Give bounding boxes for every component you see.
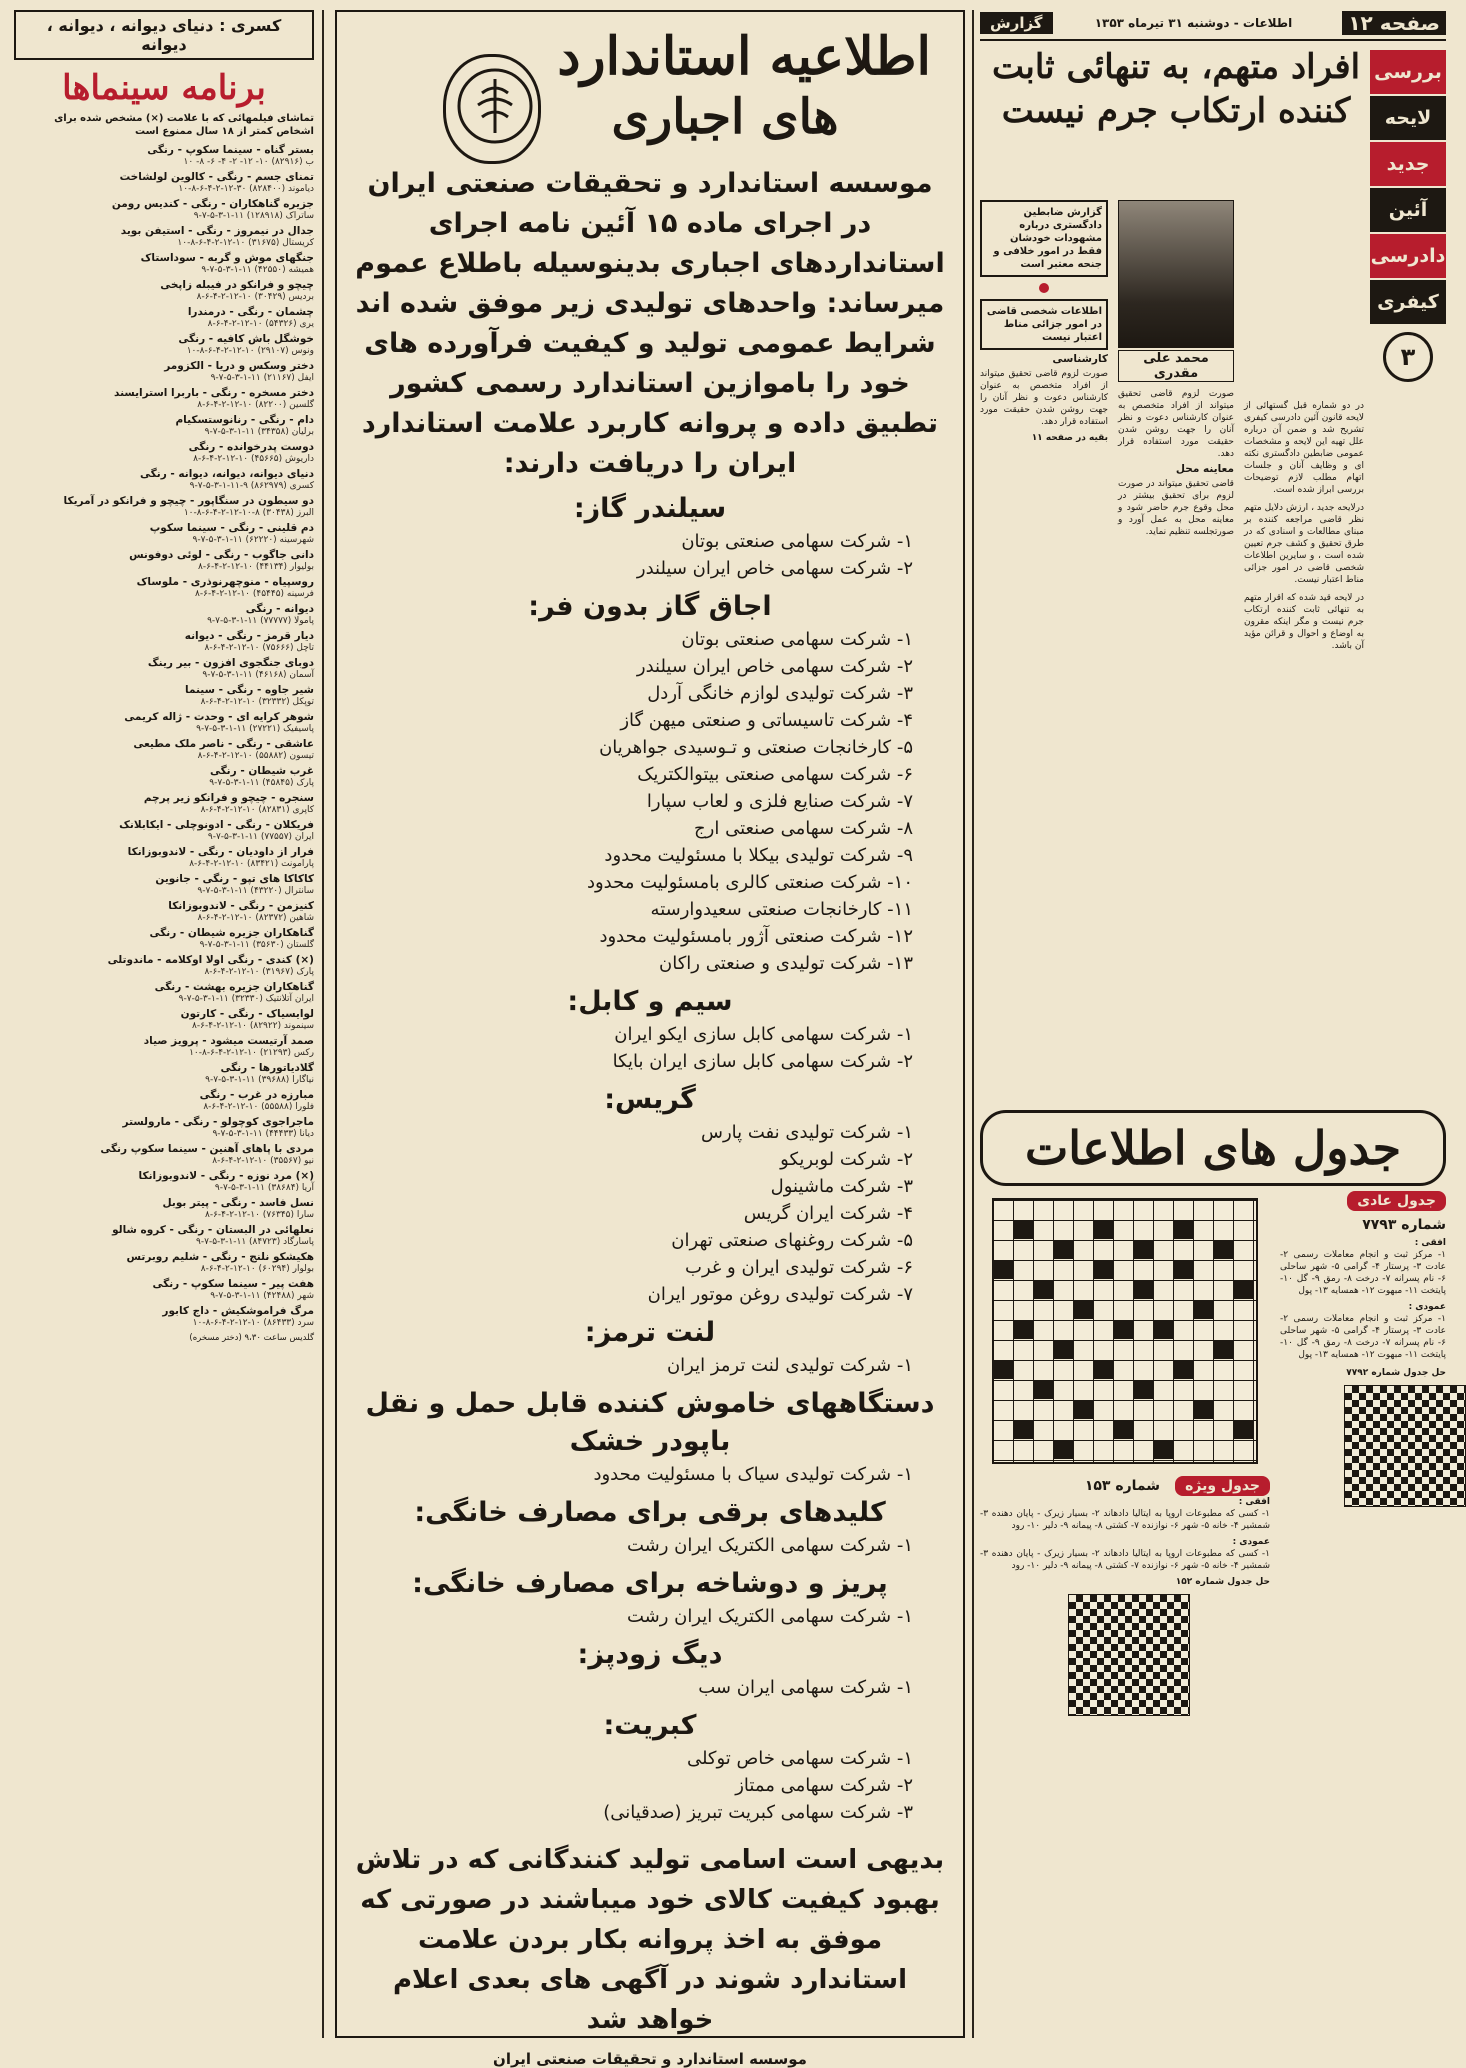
down-label: عمودی : <box>1232 1537 1270 1547</box>
movie-schedule: شهرسینه (۶۲۲۲۰) ۱۱-۱-۳-۵-۷-۹ <box>192 535 314 545</box>
movie-title: (×) مرد نوزه - رنگی - لاندوبوزانکا <box>138 1170 314 1182</box>
company-item: ۲- شرکت سهامی خاص ایران سیلندر <box>636 558 913 579</box>
movie-title: دیار قرمز - رنگی - دیوانه <box>184 630 314 642</box>
movie-schedule: ساتراک (۱۲۸۹۱۸) ۱۱-۱-۳-۵-۷-۹ <box>193 211 314 221</box>
category-heading: دیگ زودپز: <box>577 1639 723 1670</box>
crossword-black-cell <box>1014 1320 1033 1339</box>
series-number: ۳ <box>1383 332 1433 382</box>
movie-title: جدال در نیمروز - رنگی - استیفن بوید <box>120 225 314 237</box>
tag: دادرسی <box>1370 234 1446 278</box>
body-paragraph: صورت لزوم قاضی تحقیق میتواند از افراد متخصص به عنوان کارشناس دعوت و نظر آنان را جهت روشن شدن حقیقت مورد استفاده قرار دهد. <box>1118 389 1234 459</box>
report-body <box>980 200 1446 1100</box>
movie-item <box>14 441 314 465</box>
movie-item <box>14 630 314 654</box>
special-clues-down: ۱- کسی که مطبوعات اروپا به ایتالیا دادهاند ۲- بسیار زیرک - پایان دهنده ۳- شمشیر ۴- خانه ۵- شهر ۶- نوازنده ۷- کشتی ۸- پیمانه ۹- دلیر ۱۰- رود <box>980 1549 1270 1571</box>
photo-block <box>1118 200 1234 538</box>
movie-title: دوست پدرخوانده - رنگی <box>188 441 314 453</box>
company-item: ۱- شرکت تولیدی لنت ترمز ایران <box>666 1355 913 1376</box>
movie-item <box>14 1143 314 1167</box>
company-item: ۹- شرکت تولیدی بیکلا با مسئولیت محدود <box>604 845 913 866</box>
movie-schedule: سرد (۸۶۴۳۳) ۱۰-۱۲-۲-۴-۶-۸-۱۰ <box>192 1318 314 1328</box>
company-item: ۷- شرکت صنایع فلزی و لعاب سپارا <box>646 791 913 812</box>
movie-item <box>14 360 314 384</box>
movie-item <box>14 927 314 951</box>
movie-schedule: پاسیفیک (۲۷۲۲۱) ۱۱-۱-۳-۵-۷-۹ <box>196 724 314 734</box>
down-label: عمودی : <box>1408 1302 1446 1312</box>
across-label: افقی : <box>1414 1238 1446 1248</box>
regular-crossword-badge: جدول عادی <box>1347 1191 1446 1211</box>
crossword-black-cell <box>1134 1240 1153 1259</box>
company-item: ۶- شرکت سهامی صنعتی بیتوالکتریک <box>637 764 913 785</box>
movie-item <box>14 495 314 519</box>
movie-item <box>14 144 314 168</box>
crossword-black-cell <box>1174 1220 1193 1239</box>
continued-note: بقیه در صفحه ۱۱ <box>1031 433 1108 443</box>
tag: آئین <box>1370 188 1446 232</box>
movie-item <box>14 522 314 546</box>
company-item: ۱۱- کارخانجات صنعتی سعیدوارسته <box>650 899 913 920</box>
cinema-footer-note: گلدیس ساعت ۹،۳۰ (دختر مسخره) <box>189 1333 314 1343</box>
movie-item <box>14 306 314 330</box>
movie-item <box>14 873 314 897</box>
movie-schedule: آسمان (۴۶۱۶۸) ۱۱-۱-۳-۵-۷-۹ <box>202 670 314 680</box>
movie-item <box>14 576 314 600</box>
company-item: ۱۲- شرکت صنعتی آژور بامسئولیت محدود <box>599 926 913 947</box>
movie-item <box>14 279 314 303</box>
movie-item <box>14 1170 314 1194</box>
company-item: ۱- شرکت سهامی الکتریک ایران رشت <box>626 1606 913 1627</box>
photo-name: محمد علی مقدری <box>1118 350 1234 382</box>
subhead: کارشناسی <box>1052 353 1108 365</box>
movie-schedule: بولیوار (۴۴۱۳۴) ۱۰-۱۲-۲-۴-۶-۸ <box>198 562 314 572</box>
crossword-black-cell <box>1114 1420 1133 1439</box>
movie-schedule: توپکل (۳۲۳۳۲) ۱۰-۱۲-۲-۴-۶-۸ <box>200 697 314 707</box>
company-item: ۱۳- شرکت تولیدی و صنعتی راکان <box>659 953 913 974</box>
across-label: افقی : <box>1238 1497 1270 1507</box>
movie-item <box>14 414 314 438</box>
movie-schedule: سارا (۷۶۳۴۵) ۱۰-۱۲-۲-۴-۶-۸ <box>204 1210 314 1220</box>
kasri-title: کسری : دنیای دیوانه ، دیوانه ، دیوانه <box>14 10 314 60</box>
movie-schedule: ب (۸۲۹۱۶) ۱۰- ۱۲- ۲- ۴- ۶- ۸- ۱۰ <box>183 157 314 167</box>
crossword-black-cell <box>1174 1260 1193 1279</box>
movie-title: شیر جاوه - رنگی - سینما <box>185 684 314 696</box>
column-divider <box>972 10 974 2038</box>
tag: لایحه <box>1370 96 1446 140</box>
company-item: ۴- شرکت تاسیساتی و صنعتی میهن گاز <box>620 710 913 731</box>
company-item: ۸- شرکت سهامی صنعتی ارج <box>694 818 913 839</box>
standards-announcement <box>335 10 965 2068</box>
movie-item <box>14 738 314 762</box>
movie-schedule: البرز (۳۰۴۳۸) ۸-۱۰-۱۲-۲-۴-۶-۸-۱۰ <box>183 508 314 518</box>
category-list <box>355 490 945 1826</box>
movie-title: لوایسیاک - رنگی - کارتون <box>180 1008 314 1020</box>
body-paragraph: قاضی تحقیق میتواند در صورت لزوم برای تحقیق بیشتر در محل وقوع جرم حاضر شود و معاینه محل به عمل آورد و صورتجلسه تنظیم نماید. <box>1118 479 1234 537</box>
movie-schedule: داریوش (۴۵۶۶۵) ۱۰-۱۲-۲-۴-۶-۸ <box>193 454 314 464</box>
movie-item <box>14 333 314 357</box>
movie-schedule: رکس (۲۱۲۹۳) ۱۰-۱۲-۲-۴-۶-۸-۱۰ <box>189 1048 314 1058</box>
crossword-black-cell <box>1194 1400 1213 1419</box>
movie-schedule: ونوس (۲۹۱۰۷) ۱۰-۱۲-۲-۴-۶-۸-۱۰ <box>186 346 314 356</box>
crossword-black-cell <box>1174 1360 1193 1379</box>
movie-item <box>14 684 314 708</box>
crossword-black-cell <box>1094 1220 1113 1239</box>
movie-title: عاشقی - رنگی - ناصر ملک مطیعی <box>133 738 314 750</box>
movie-list <box>14 144 314 1329</box>
movie-schedule: بولوار (۶۰۲۹۴) ۱۰-۱۲-۲-۴-۶-۸ <box>200 1264 314 1274</box>
movie-title: بستر گناه - سینما سکوپ - رنگی <box>147 144 314 156</box>
answers-prev: حل جدول شماره ۷۷۹۲ <box>1346 1368 1446 1378</box>
movie-item <box>14 954 314 978</box>
movie-schedule: نیو (۳۵۵۶۷) ۱۰-۱۲-۲-۴-۶-۸ <box>212 1156 314 1166</box>
movie-title: مبارزه در غرب - رنگی <box>199 1089 314 1101</box>
caption-box: گزارش ضابطین دادگستری درباره مشهودات خودشان فقط در امور خلافی و جنحه معتبر است <box>980 200 1108 277</box>
crossword-banner: جدول های اطلاعات <box>980 1110 1446 1186</box>
company-item: ۴- شرکت ایران گریس <box>743 1203 913 1224</box>
movie-item <box>14 225 314 249</box>
category-heading: اجاق گاز بدون فر: <box>528 591 772 622</box>
crossword-black-cell <box>1214 1240 1233 1259</box>
movie-schedule: کریستال (۳۱۶۷۵) ۱۰-۱۲-۲-۴-۶-۸-۱۰ <box>177 238 314 248</box>
movie-schedule: تاچل (۷۵۶۶۶) ۱۰-۱۲-۲-۴-۶-۸ <box>204 643 314 653</box>
movie-item <box>14 900 314 924</box>
crossword-black-cell <box>1054 1440 1073 1459</box>
crossword-clues <box>1280 1190 1446 1507</box>
company-item: ۳- شرکت ماشینول <box>770 1176 913 1197</box>
company-item: ۱- شرکت سهامی ایران سب <box>698 1677 913 1698</box>
answer-grid-small <box>1344 1385 1466 1507</box>
movie-item <box>14 1089 314 1113</box>
caption-column <box>980 200 1108 444</box>
crossword-black-cell <box>1074 1400 1093 1419</box>
body-paragraph: در دو شماره قبل گستهائی از لایحه قانون آئین دادرسی کیفری تشریح شد و ضمن آن درباره علل تهیه این لایحه و مشخصات عمومی ضابطین دادگستری نکته ای و وظایف آنان و جلسات اتهام مطلب لازم توضیحات بررسی ابراز شده است. <box>1244 401 1364 495</box>
movie-schedule: پامولا (۷۷۷۷۷) ۱۱-۱-۳-۵-۷-۹ <box>207 616 314 626</box>
crossword-black-cell <box>1154 1440 1173 1459</box>
movie-item <box>14 1035 314 1059</box>
category-heading: دستگاههای خاموش کننده قابل حمل و نقل باپودر خشک <box>365 1388 935 1457</box>
announcement-footer: بدیهی است اسامی تولید کنندگانی که در تلاش بهبود کیفیت کالای خود میباشند در صورتی که موفق به اخذ پروانه بکار بردن علامت استاندارد شوند در آگهی های بعدی اعلام خواهد شد <box>355 1845 945 2035</box>
company-item: ۶- شرکت تولیدی ایران و غرب <box>685 1257 913 1278</box>
category-heading: کلیدهای برقی برای مصارف خانگی: <box>414 1497 886 1528</box>
category-heading: کبریت: <box>603 1710 697 1741</box>
column-divider <box>322 10 324 2038</box>
company-item: ۵- کارخانجات صنعتی و تـوسیدی جواهریان <box>599 737 913 758</box>
movie-schedule: شاهین (۸۲۳۷۲) ۱۰-۱۲-۲-۴-۶-۸ <box>197 913 314 923</box>
special-crossword <box>980 1475 1270 1716</box>
movie-title: کنیزمن - رنگی - لاندوبوزانکا <box>168 900 314 912</box>
author-photo <box>1118 200 1234 348</box>
movie-title: (×) کندی - رنگی اولا اوکلامه - ماندوتلی <box>107 954 314 966</box>
crossword-black-cell <box>1134 1380 1153 1399</box>
crossword-black-cell <box>1234 1420 1253 1439</box>
movie-title: دنیای دیوانه، دیوانه، دیوانه - رنگی <box>140 468 314 480</box>
company-item: ۱- شرکت سهامی کابل سازی ایکو ایران <box>614 1024 913 1045</box>
movie-item <box>14 981 314 1005</box>
movie-item <box>14 792 314 816</box>
movie-title: فریکلان - رنگی - ادونوچلی - ایکابلانک <box>119 819 314 831</box>
movie-schedule: بردیس (۳۰۴۲۹) ۱۰-۱۲-۲-۴-۶-۸ <box>196 292 314 302</box>
movie-schedule: پارک (۴۵۸۴۵) ۱۱-۱-۳-۵-۷-۹ <box>209 778 314 788</box>
crossword-black-cell <box>1034 1280 1053 1299</box>
movie-schedule: شهر (۴۲۴۸۸) ۱۱-۱-۳-۵-۷-۹ <box>210 1291 314 1301</box>
movie-schedule: دیاموند (۸۲۸۴۰۰) ۳۰-۱۲-۲-۴-۶-۸-۱۰ <box>178 184 314 194</box>
movie-title: جزیره گناهکاران - رنگی - کندیس رومن <box>111 198 314 210</box>
special-number: شماره ۱۵۳ <box>1084 1478 1161 1494</box>
movie-schedule: سانترال (۴۳۲۲۰) ۱۱-۱-۳-۵-۷-۹ <box>197 886 314 896</box>
movie-schedule: نیاگارا (۳۹۶۸۸) ۱۱-۱-۳-۵-۷-۹ <box>205 1075 314 1085</box>
category-heading: سیلندر گاز: <box>573 493 727 524</box>
company-item: ۱- شرکت تولیدی نفت پارس <box>700 1122 913 1143</box>
category-heading: پریز و دوشاخه برای مصارف خانگی: <box>412 1568 888 1599</box>
movie-title: گناهکاران جزیره بهشت - رنگی <box>154 981 314 993</box>
movie-title: مرگ فراموشکیش - داج کابور <box>162 1305 314 1317</box>
regular-clues-down: ۱- مرکز ثبت و انجام معاملات رسمی ۲- عادت ۳- پرستار ۴- گرامی ۵- شهر ساحلی ۶- نام پسرانه ۷- درخت ۸- رمق ۹- گل ۱۰- پایتخت ۱۱- مبهوت ۱۲- همسایه ۱۳- پول <box>1280 1314 1447 1360</box>
crossword-black-cell <box>1094 1260 1113 1279</box>
movie-item <box>14 252 314 276</box>
special-clues: ۱- کسی که مطبوعات اروپا به ایتالیا دادهاند ۲- بسیار زیرک - پایان دهنده ۳- شمشیر ۴- خانه ۵- شهر ۶- نوازنده ۷- کشتی ۸- پیمانه ۹- دلیر ۱۰- رود <box>980 1509 1270 1531</box>
crossword-black-cell <box>1074 1300 1093 1319</box>
movie-schedule: گلسین (۸۲۲۰۰) ۱۰-۱۲-۲-۴-۶-۸ <box>197 400 314 410</box>
movie-title: گلادیاتورها - رنگی <box>220 1062 314 1074</box>
movie-item <box>14 1062 314 1086</box>
movie-title: صمد آرتیست میشود - پرویز صیاد <box>143 1035 314 1047</box>
movie-title: فرار از داودیان - رنگی - لاندوبوزانکا <box>127 846 314 858</box>
movie-item <box>14 387 314 411</box>
movie-schedule: آریا (۳۸۶۸۴) ۱۱-۱-۳-۵-۷-۹ <box>214 1183 314 1193</box>
company-item: ۲- شرکت لوبریکو <box>780 1149 913 1170</box>
movie-item <box>14 846 314 870</box>
movie-title: نعلهائی در البستان - رنگی - کروه شالو <box>112 1224 314 1236</box>
movie-item <box>14 549 314 573</box>
movie-item <box>14 1008 314 1032</box>
movie-item <box>14 1278 314 1302</box>
crossword-section <box>980 1190 1446 2020</box>
announcement-title-line2: های اجباری <box>611 89 839 145</box>
crossword-black-cell <box>1014 1420 1033 1439</box>
tag: بررسی <box>1370 50 1446 94</box>
cinema-column <box>14 10 314 2038</box>
movie-item <box>14 765 314 789</box>
crossword-black-cell <box>1214 1340 1233 1359</box>
movie-title: دیوانه - رنگی <box>245 603 314 615</box>
movie-title: کاکاکا های تپو - رنگی - جانوین <box>155 873 314 885</box>
movie-title: سنجره - چیچو و فرانکو زیر پرچم <box>143 792 314 804</box>
movie-schedule: همیشه (۴۲۵۵۰) ۱۱-۱-۳-۵-۷-۹ <box>201 265 314 275</box>
movie-schedule: ایران (۷۷۵۵۷) ۱۱-۱-۳-۵-۷-۹ <box>207 832 314 842</box>
announcement-box <box>335 10 965 2068</box>
cinema-section-title: برنامه سینماها <box>62 68 266 108</box>
movie-item <box>14 171 314 195</box>
movie-title: روسپیاه - منوچهرنوذری - ملوساک <box>136 576 314 588</box>
crossword-black-cell <box>1114 1320 1133 1339</box>
movie-title: چیچو و فرانکو در فیبله زاپخی <box>160 279 314 291</box>
crossword-black-cell <box>1054 1240 1073 1259</box>
section-label: گزارش <box>980 12 1053 34</box>
category-heading: لنت ترمز: <box>584 1317 716 1348</box>
movie-title: دو سیطون در سنگاپور - چیچو و فرانکو در آمریکا <box>63 495 314 507</box>
movie-title: هکیشکو نلنج - رنگی - شلیم روبرتس <box>126 1251 314 1263</box>
company-item: ۲- شرکت سهامی کابل سازی ایران بایکا <box>612 1051 913 1072</box>
regular-clues: ۱- مرکز ثبت و انجام معاملات رسمی ۲- عادت ۳- پرستار ۴- گرامی ۵- شهر ساحلی ۶- نام پسرانه ۷- درخت ۸- رمق ۹- گل ۱۰- پایتخت ۱۱- مبهوت ۱۲- همسایه ۱۳- پول <box>1280 1250 1447 1296</box>
crossword-black-cell <box>1134 1280 1153 1299</box>
crossword-black-cell <box>1194 1300 1213 1319</box>
movie-title: دانی جاگوب - رنگی - لوئی دوفونس <box>129 549 314 561</box>
body-paragraph: در لایحه قید شده که اقرار متهم به تنهائی ثابت کننده ارتکاب جرم نیست و مگر اینکه مقرون به اوضاع و احوال و قرائن مؤید آن باشد. <box>1244 593 1364 651</box>
movie-item <box>14 468 314 492</box>
crossword-black-cell <box>1014 1220 1033 1239</box>
movie-title: تمنای جسم - رنگی - کالوین لولشاخت <box>119 171 314 183</box>
crossword-black-cell <box>994 1360 1013 1379</box>
crossword-number: شماره ۷۷۹۳ <box>1362 1217 1446 1233</box>
company-item: ۵- شرکت روغنهای صنعتی تهران <box>671 1230 913 1251</box>
company-item: ۲- شرکت سهامی ممتاز <box>735 1775 913 1796</box>
movie-schedule: ایفل (۲۱۱۶۷) ۱۱-۱-۳-۵-۷-۹ <box>210 373 314 383</box>
movie-item <box>14 1251 314 1275</box>
crossword-black-cell <box>1154 1320 1173 1339</box>
movie-title: دام - رنگی - رنانوستسکیام <box>175 414 314 426</box>
movie-schedule: پارامونت (۸۳۴۲۱) ۱۰-۱۲-۲-۴-۶-۸ <box>189 859 314 869</box>
movie-item <box>14 1305 314 1329</box>
date-line: اطلاعات - دوشنبه ۳۱ تیرماه ۱۳۵۳ <box>1094 16 1293 30</box>
movie-item <box>14 198 314 222</box>
crossword-black-cell <box>1094 1360 1113 1379</box>
movie-schedule: سینموند (۸۲۹۲۲) ۱۰-۱۲-۲-۴-۶-۸ <box>192 1021 314 1031</box>
company-item: ۲- شرکت سهامی خاص ایران سیلندر <box>636 656 913 677</box>
movie-item <box>14 657 314 681</box>
announcement-intro: موسسه استاندارد و تحقیقات صنعتی ایران در اجرای ماده ۱۵ آئین نامه اجرای استانداردهای اجباری بدینوسیله باطلاع عموم میرساند: واحدهای تولیدی زیر موفق شده اند شرایط عمومی تولید و کیفیت فرآورده های خود را باموازین استاندارد رسمی کشور تطبیق داده و پروانه کاربرد علامت استاندارد ایران را دریافت دارند: <box>355 168 945 479</box>
movie-schedule: پاسارگاد (۸۴۷۲۳) ۱۱-۱-۳-۵-۷-۹ <box>196 1237 314 1247</box>
red-dot-icon <box>1039 283 1049 293</box>
movie-title: هفت پیر - سینما سکوپ - رنگی <box>152 1278 314 1290</box>
movie-title: دوبای جنگجوی افزون - بیر رینگ <box>147 657 314 669</box>
movie-title: نسل فاسد - رنگی - پیتر بوبل <box>162 1197 314 1209</box>
company-item: ۳- شرکت سهامی کبریت تبریز (صدقیانی) <box>603 1802 913 1823</box>
movie-title: دختر وسکس و دریا - الکزومر <box>164 360 314 372</box>
crossword-grid <box>992 1198 1258 1464</box>
movie-schedule: گلستان (۳۵۶۳۰) ۱۱-۱-۳-۵-۷-۹ <box>199 940 314 950</box>
report-column <box>980 10 1446 2038</box>
movie-item <box>14 819 314 843</box>
movie-title: دم قلینی - رنگی - سینما سکوپ <box>149 522 314 534</box>
movie-title: خوشگل باش کافیه - رنگی <box>178 333 314 345</box>
standards-emblem-icon <box>443 54 541 164</box>
movie-title: شوهر کرایه ای - وحدت - ژاله کریمی <box>124 711 314 723</box>
company-item: ۱- شرکت سهامی خاص توکلی <box>686 1748 913 1769</box>
tag: کیفری <box>1370 280 1446 324</box>
body-paragraph: درلایحه جدید ، ارزش دلایل متهم نظر قاضی مراجعه کننده بر مبنای مطالعات و اسنادی که در طرق تحقیق و کشف جرم تعیین شده است ، و سایرین اطلاعات شخصی قاضی در امور جزائی مناط اعتبار نیست. <box>1244 503 1364 585</box>
company-item: ۱- شرکت سهامی صنعتی بوتان <box>681 531 913 552</box>
movie-schedule: دیانا (۴۴۴۳۳) ۱۱-۱-۳-۵-۷-۹ <box>212 1129 314 1139</box>
movie-item <box>14 1116 314 1140</box>
tag: جدید <box>1370 142 1446 186</box>
movie-schedule: پارک (۳۱۹۶۷) ۱۰-۱۲-۲-۴-۶-۸ <box>204 967 314 977</box>
category-heading: گریس: <box>604 1084 696 1115</box>
crossword-black-cell <box>994 1260 1013 1279</box>
announcement-title-line1: اطلاعیه استاندارد <box>557 26 931 87</box>
crossword-black-cell <box>1234 1280 1253 1299</box>
movie-schedule: کاپری (۸۲۸۳۱) ۱۰-۱۲-۲-۴-۶-۸ <box>200 805 314 815</box>
company-item: ۱۰- شرکت صنعتی کالری بامسئولیت محدود <box>586 872 913 893</box>
movie-title: گناهکاران جزیره شیطان - رنگی <box>149 927 314 939</box>
company-item: ۱- شرکت سهامی الکتریک ایران رشت <box>626 1535 913 1556</box>
cinema-intro: تماشای فیلمهائی که با علامت (×) مشخص شده برای اشخاص کمتر از ۱۸ سال ممنوع است <box>54 113 314 137</box>
caption-box-2: اطلاعات شخصی قاضی در امور جزائی مناط اعتبار نیست <box>980 299 1108 350</box>
movie-schedule: ایران آتلانتیک (۳۲۳۳۰) ۱۱-۱-۳-۵-۷-۹ <box>178 994 314 1004</box>
movie-schedule: فرسینه (۴۵۴۴۵) ۱۰-۱۲-۲-۴-۶-۸ <box>195 589 314 599</box>
movie-title: ماجراجوی کوچولو - رنگی - مارولستر <box>122 1116 314 1128</box>
movie-schedule: فلورا (۵۵۵۸۸) ۱۰-۱۲-۲-۴-۶-۸ <box>203 1102 314 1112</box>
movie-title: جنگهای موش و گربه - سوداستاک <box>140 252 314 264</box>
movie-schedule: کسری (۸۶۲۹۷۹) ۹-۱۱-۱-۳-۵-۷-۹ <box>189 481 314 491</box>
movie-item <box>14 1197 314 1221</box>
company-item: ۷- شرکت تولیدی روغن موتور ایران <box>647 1284 913 1305</box>
report-headline: افراد متهم، به تنهائی ثابت کننده ارتکاب جرم نیست <box>991 47 1361 131</box>
movie-title: مردی با پاهای آهنین - سینما سکوپ رنگی <box>100 1143 314 1155</box>
answers-prev-2: حل جدول شماره ۱۵۲ <box>1175 1577 1270 1587</box>
movie-item <box>14 603 314 627</box>
subhead: معاینه محل <box>1175 463 1234 475</box>
movie-title: دختر مسخره - رنگی - باربرا استرایسند <box>114 387 314 399</box>
movie-title: چشمان - رنگی - درمندرا <box>187 306 314 318</box>
company-item: ۱- شرکت سهامی صنعتی بوتان <box>681 629 913 650</box>
body-paragraph: صورت لزوم قاضی تحقیق میتواند از افراد متخصص به عنوان کارشناس دعوت و نظر آنان را جهت روشن شدن حقیقت مورد استفاده قرار دهد. <box>980 369 1108 427</box>
answer-grid-small-2 <box>1068 1594 1190 1716</box>
special-crossword-badge: جدول ویژه <box>1175 1476 1270 1496</box>
movie-item <box>14 1224 314 1248</box>
movie-schedule: برلیان (۳۴۳۵۸) ۱۱-۱-۳-۵-۷-۹ <box>204 427 314 437</box>
movie-item <box>14 711 314 735</box>
page-number: صفحه ۱۲ <box>1342 11 1446 35</box>
crossword-black-cell <box>1034 1380 1053 1399</box>
crossword-black-cell <box>1054 1340 1073 1359</box>
company-item: ۳- شرکت تولیدی لوازم خانگی آردل <box>647 683 913 704</box>
page-header <box>980 10 1446 41</box>
movie-schedule: تیسون (۵۵۸۸۲) ۱۰-۱۲-۲-۴-۶-۸ <box>197 751 314 761</box>
company-item: ۱- شرکت تولیدی سیاک با مسئولیت محدود <box>593 1464 913 1485</box>
text-column <box>1244 400 1364 658</box>
movie-schedule: یری (۵۴۳۲۶) ۱۰-۱۲-۲-۴-۶-۸ <box>207 319 314 329</box>
category-heading: سیم و کابل: <box>567 986 733 1017</box>
announcement-signature: موسسه استاندارد و تحقیقات صنعتی ایران <box>493 2050 807 2068</box>
movie-title: غرب شیطان - رنگی <box>209 765 314 777</box>
